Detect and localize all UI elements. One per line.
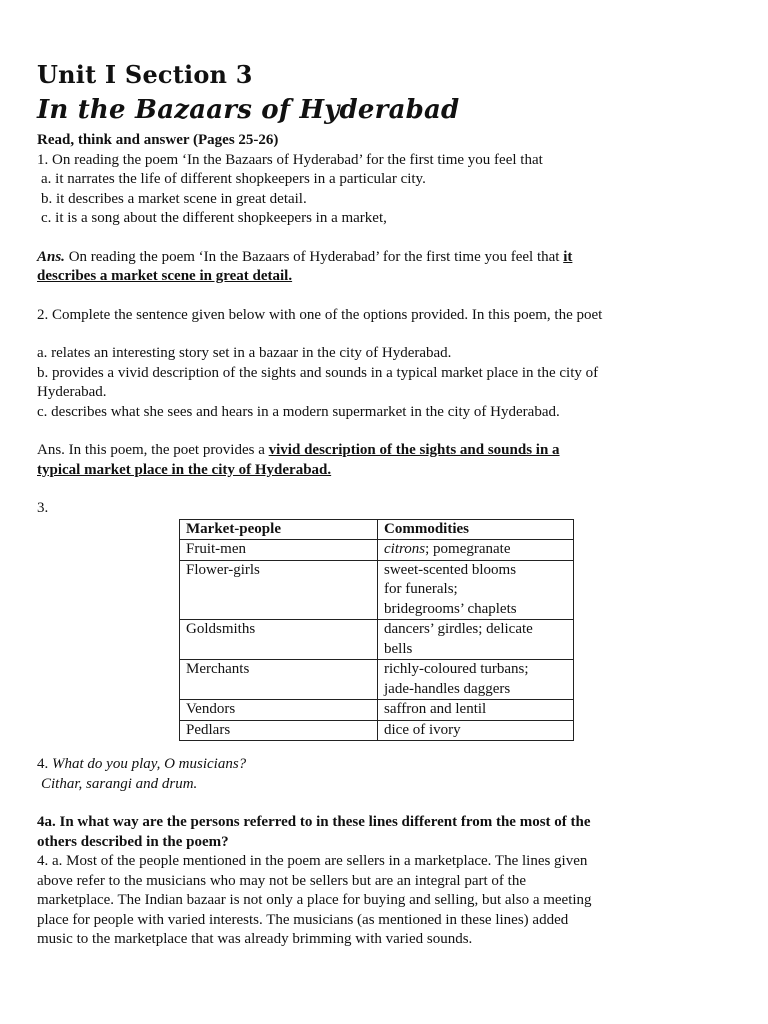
- table-row: [180, 620, 574, 660]
- table-cell-commodities: sweet-scented blooms for funerals; bridegrooms’ chaplets: [378, 560, 574, 620]
- table-header-commodities: Commodities: [378, 519, 574, 540]
- question-2-option-b-cont: Hyderabad.: [37, 384, 107, 400]
- answer-label: Ans.: [37, 248, 65, 265]
- answer-1-text: On reading the poem ‘In the Bazaars of Hyderabad’ for the first time you feel that: [64, 248, 564, 265]
- table-cell-people: Flower-girls: [180, 560, 378, 620]
- answer-4a-line: place for people with varied interests. The musicians (as mentioned in these lines) added: [37, 911, 569, 928]
- answer-4a-line: 4. a. Most of the people mentioned in the poem are sellers in a marketplace. The lines given: [37, 853, 588, 869]
- question-2-option-b: b. provides a vivid description of the sights and sounds in a typical market place in the city of: [37, 364, 599, 381]
- answer-4a-line: above refer to the musicians who may not be sellers but are an integral part of the: [37, 872, 526, 889]
- table-cell-people: Pedlars: [180, 720, 378, 741]
- table-cell-people: Merchants: [180, 660, 378, 700]
- table-cell-commodities: saffron and lentil: [378, 700, 574, 721]
- question-4a: 4a. In what way are the persons referred to in these lines different from the most of the: [37, 814, 591, 830]
- table-row: [180, 660, 574, 700]
- table-cell-people: Vendors: [180, 700, 378, 721]
- table-cell-people: Fruit-men: [180, 540, 378, 561]
- question-1: 1. On reading the poem ‘In the Bazaars of Hyderabad’ for the first time you feel that: [37, 151, 543, 168]
- question-3-number: 3.: [37, 500, 49, 516]
- unit-heading: Unit I Section 3: [37, 60, 253, 89]
- table-row: [180, 700, 574, 721]
- table-row: [180, 560, 574, 620]
- question-1-option-b: b. it describes a market scene in great detail.: [41, 190, 307, 207]
- answer-4a-line: marketplace. The Indian bazaar is not only a place for buying and selling, but also a meeting: [37, 892, 592, 908]
- answer-2-highlight-start: vivid description of the sights and sounds in a: [268, 442, 560, 458]
- document-page: [37, 58, 727, 950]
- answer-1-highlight-end: describes a market scene in great detail.: [37, 268, 293, 284]
- table-cell-commodities: citrons; pomegranate: [378, 540, 574, 561]
- table-header-row: [180, 519, 574, 540]
- table-cell-commodities: dancers’ girdles; delicate bells: [378, 620, 574, 660]
- question-4a-cont: others described in the poem?: [37, 833, 229, 850]
- quote-line-2: Cithar, sarangi and drum.: [41, 775, 198, 792]
- table-cell-commodities: richly-coloured turbans; jade-handles daggers: [378, 660, 574, 700]
- answer-1: [37, 248, 727, 268]
- section-instructions: Read, think and answer (Pages 25-26): [37, 132, 279, 148]
- question-4: 4. What do you play, O musicians?: [37, 756, 247, 772]
- table-cell-commodities: dice of ivory: [378, 720, 574, 741]
- quote-line-1: What do you play, O musicians?: [52, 756, 247, 772]
- poem-title: In the Bazaars of Hyderabad: [37, 95, 460, 125]
- answer-4a-line: music to the marketplace that was already brimming with varied sounds.: [37, 931, 473, 947]
- table-row: [180, 720, 574, 741]
- question-2: 2. Complete the sentence given below with one of the options provided. In this poem, the poet: [37, 306, 603, 323]
- table-cell-people: Goldsmiths: [180, 620, 378, 660]
- table-row: [180, 540, 574, 561]
- question-2-option-c: c. describes what she sees and hears in a modern supermarket in the city of Hyderabad.: [37, 403, 560, 420]
- question-1-option-a: a. it narrates the life of different shopkeepers in a particular city.: [41, 171, 426, 187]
- answer-2: [37, 441, 727, 461]
- question-1-option-c: c. it is a song about the different shopkeepers in a market,: [41, 210, 387, 226]
- table-header-people: Market-people: [180, 519, 378, 540]
- market-people-table: [179, 519, 574, 742]
- answer-2-highlight-end: typical market place in the city of Hyderabad.: [37, 461, 332, 478]
- answer-2-text: Ans. In this poem, the poet provides a: [37, 442, 269, 458]
- question-2-option-a: a. relates an interesting story set in a bazaar in the city of Hyderabad.: [37, 345, 452, 361]
- answer-1-highlight-start: it: [563, 248, 573, 265]
